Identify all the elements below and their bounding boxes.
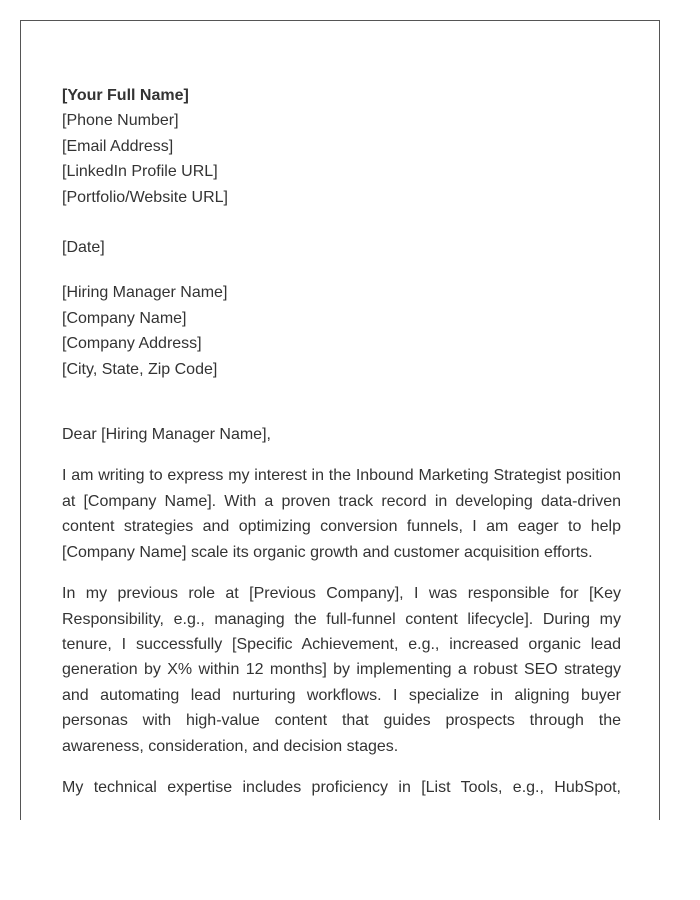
sender-phone: [Phone Number]	[62, 112, 179, 130]
recipient-company: [Company Name]	[62, 309, 187, 327]
sender-block	[62, 83, 621, 210]
letter-content	[62, 83, 621, 800]
salutation: Dear [Hiring Manager Name],	[62, 426, 271, 444]
recipient-city: [City, State, Zip Code]	[62, 360, 218, 378]
date-block	[62, 235, 621, 260]
salutation-block	[62, 422, 621, 447]
sender-email: [Email Address]	[62, 137, 174, 155]
body-paragraph-1: I am writing to express my interest in the Inbound Marketing Strategist position at [Company Name]. With a proven track record in developing data-driven content strategies and optimizing conversion funnels, I am eager to help [Company Name] scale its organic growth and customer acquisition efforts.	[62, 467, 621, 561]
sender-portfolio: [Portfolio/Website URL]	[62, 188, 228, 206]
body-paragraph-3: My technical expertise includes proficiency in [List Tools, e.g., HubSpot,	[62, 778, 621, 796]
letter-page	[20, 20, 660, 820]
sender-name: [Your Full Name]	[62, 87, 189, 104]
body-paragraph-2: In my previous role at [Previous Company], I was responsible for [Key Responsibility, e.g., managing the full-funnel content lifecycle]. During my tenure, I successfully [Specific Achievement, e.g., increased organic lead generation by X% within 12 months] by implementing a robust SEO strategy and automating lead nurturing workflows. I specialize in aligning buyer personas with high-value content that guides prospects through the awareness, consideration, and decision stages.	[62, 585, 621, 755]
recipient-block	[62, 280, 621, 382]
recipient-address: [Company Address]	[62, 335, 202, 353]
letter-date: [Date]	[62, 239, 105, 257]
sender-linkedin: [LinkedIn Profile URL]	[62, 163, 218, 181]
recipient-manager: [Hiring Manager Name]	[62, 284, 228, 302]
